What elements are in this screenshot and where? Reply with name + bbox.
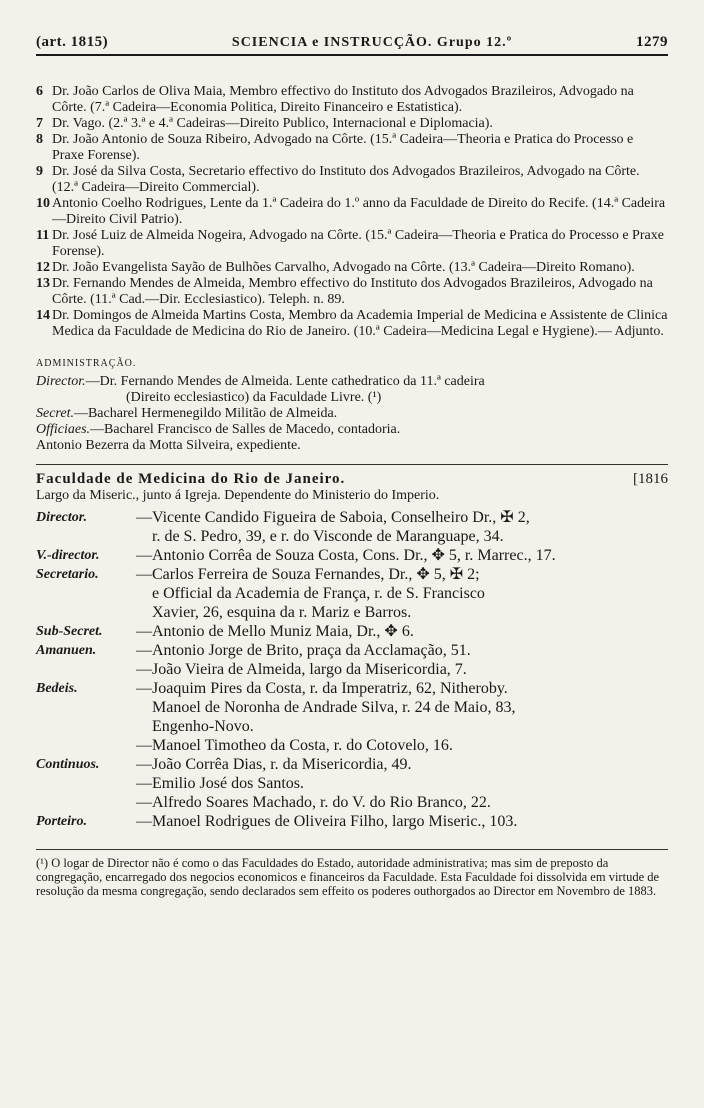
item-number: 9 xyxy=(36,164,43,179)
page-number: 1279 xyxy=(635,34,668,50)
section-title: ADMINISTRAÇÃO. xyxy=(36,358,137,369)
list-item xyxy=(36,260,668,276)
staff-role: Porteiro. xyxy=(36,814,87,829)
staff-line: e Official da Academia de França, r. de S. Francisco xyxy=(152,585,485,602)
item-text: Dr. João Evangelista Sayão de Bulhões Carvalho, Advogado na Côrte. (13.ª Cadeira—Direito Romano). xyxy=(52,260,635,275)
staff-entries xyxy=(136,755,668,812)
staff-line: —Vicente Candido Figueira de Saboia, Conselheiro Dr., ✠ 2, xyxy=(136,509,530,526)
faculty-address: Largo da Miseric., junto á Igreja. Dependente do Ministerio do Imperio. xyxy=(36,488,440,503)
list-item xyxy=(36,228,668,260)
list-item xyxy=(36,132,668,164)
header-title: SCIENCIA e INSTRUCÇÃO. Grupo 12.º xyxy=(231,35,513,50)
item-number: 7 xyxy=(36,116,43,131)
staff-line: —João Vieira de Almeida, largo da Misericordia, 7. xyxy=(136,661,467,678)
staff-line: —Antonio de Mello Muniz Maia, Dr., ✥ 6. xyxy=(136,623,414,640)
staff-line: —Antonio Jorge de Brito, praça da Acclamação, 51. xyxy=(136,642,471,659)
list-item xyxy=(36,196,668,228)
staff-entries xyxy=(136,546,668,565)
item-text: Dr. João Antonio de Souza Ribeiro, Advogado na Côrte. (15.ª Cadeira—Theoria e Pratica do Processo e Praxe Forense). xyxy=(52,132,634,163)
staff-entries xyxy=(136,641,668,679)
list-item xyxy=(36,164,668,196)
staff-line: —Manoel Timotheo da Costa, r. do Cotovelo, 16. xyxy=(136,737,453,754)
staff-row xyxy=(36,812,668,831)
staff-line: —Carlos Ferreira de Souza Fernandes, Dr., ✥ 5, ✠ 2; xyxy=(136,566,480,583)
divider xyxy=(36,464,668,465)
staff-line: Xavier, 26, esquina da r. Mariz e Barros. xyxy=(152,604,412,621)
staff-row xyxy=(36,679,668,755)
item-number: 8 xyxy=(36,132,43,147)
item-text: Dr. José Luiz de Almeida Nogeira, Advogado na Côrte. (15.ª Cadeira—Theoria e Pratica do Processo e Praxe Forense). xyxy=(52,228,664,259)
faculty-list xyxy=(36,84,668,340)
item-number: 14 xyxy=(36,308,50,323)
item-text: Dr. Fernando Mendes de Almeida, Membro effectivo do Instituto dos Advogados Brazileiros, Advogado na Côrte. (11.ª Cad.—Dir. Ecclesiastico). Teleph. n. 89. xyxy=(52,276,653,307)
staff-role: V.-director. xyxy=(36,548,100,563)
staff-line: —Alfredo Soares Machado, r. do V. do Rio Branco, 22. xyxy=(136,794,491,811)
faculty-title: Faculdade de Medicina do Rio de Janeiro. xyxy=(36,471,346,487)
admin-role: Officiaes. xyxy=(36,422,91,437)
admin-role: Secret. xyxy=(36,406,74,421)
item-number: 12 xyxy=(36,260,50,275)
staff-role: Bedeis. xyxy=(36,681,78,696)
staff-line: —Joaquim Pires da Costa, r. da Imperatriz, 62, Nitheroby. xyxy=(136,680,508,697)
staff-line: r. de S. Pedro, 39, e r. do Visconde de Maranguape, 34. xyxy=(152,528,504,545)
item-text: Dr. José da Silva Costa, Secretario effectivo do Instituto dos Advogados Brazileiros, Advogado na Côrte. (12.ª Cadeira—Direito Commercial). xyxy=(52,164,640,195)
staff-role: Continuos. xyxy=(36,757,100,772)
staff-role: Director. xyxy=(36,510,87,525)
item-text: Dr. Domingos de Almeida Martins Costa, Membro da Academia Imperial de Medicina e Assistente de Clinica Medica da Faculdade de Medicina do Rio de Janeiro. (10.ª Cadeira—Medicina Legal e Hygiene).— Adjunto. xyxy=(52,308,668,339)
staff-row xyxy=(36,622,668,641)
admin-text: —Dr. Fernando Mendes de Almeida. Lente cathedratico da 11.ª cadeira xyxy=(85,374,485,389)
item-text: Antonio Coelho Rodrigues, Lente da 1.ª Cadeira do 1.º anno da Faculdade de Direito do Recife. (14.ª Cadeira—Direito Civil Patrio). xyxy=(52,196,666,227)
administration-section xyxy=(36,356,668,454)
item-text: Dr. Vago. (2.ª 3.ª e 4.ª Cadeiras—Direito Publico, Internacional e Diplomacia). xyxy=(52,116,493,131)
list-item xyxy=(36,276,668,308)
staff-line: —Antonio Corrêa de Souza Costa, Cons. Dr., ✥ 5, r. Marrec., 17. xyxy=(136,547,556,564)
staff-line: —Emilio José dos Santos. xyxy=(136,775,305,792)
staff-entries xyxy=(136,812,668,831)
staff-line: Engenho-Novo. xyxy=(152,718,254,735)
list-item xyxy=(36,84,668,116)
footnote: (¹) O logar de Director não é como o das Faculdades do Estado, autoridade administrativa; mas sim de preposto da congregação, encarregado dos negocios economicos e financeiros da Faculdade. Esta Faculdade foi dissolvida em virtude de resolução da mesma congregação, sendo declarados sem effeito os poderes outhorgados ao Director em Novembro de 1883. xyxy=(36,849,668,898)
staff-row xyxy=(36,565,668,622)
item-text: Dr. João Carlos de Oliva Maia, Membro effectivo do Instituto dos Advogados Brazileiros, Advogado na Côrte. (7.ª Cadeira—Economia Politica, Direito Financeiro e Estatistica). xyxy=(52,84,634,115)
staff-role: Sub-Secret. xyxy=(36,624,103,639)
admin-row xyxy=(36,406,668,422)
staff-row xyxy=(36,755,668,812)
admin-role: Director. xyxy=(36,374,86,389)
admin-row xyxy=(36,390,668,406)
staff-role: Amanuen. xyxy=(36,643,97,658)
staff-list xyxy=(36,508,668,831)
document-page xyxy=(36,34,668,898)
staff-row xyxy=(36,508,668,546)
header-article: (art. 1815) xyxy=(36,34,109,50)
admin-text: —Bacharel Francisco de Salles de Macedo, contadoria. xyxy=(90,422,401,437)
admin-text: (Direito ecclesiastico) da Faculdade Livre. (¹) xyxy=(126,390,382,405)
staff-entries xyxy=(136,622,668,641)
faculty-heading xyxy=(36,471,668,488)
staff-entries xyxy=(136,565,668,622)
admin-row xyxy=(36,374,668,390)
page-header xyxy=(36,34,668,56)
list-item xyxy=(36,116,668,132)
admin-row xyxy=(36,438,668,454)
item-number: 11 xyxy=(36,228,50,243)
admin-row xyxy=(36,422,668,438)
list-item xyxy=(36,308,668,340)
staff-row xyxy=(36,641,668,679)
admin-text: Antonio Bezerra da Motta Silveira, expediente. xyxy=(36,438,301,453)
staff-row xyxy=(36,546,668,565)
staff-entries xyxy=(136,508,668,546)
staff-entries xyxy=(136,679,668,755)
item-number: 13 xyxy=(36,276,50,291)
faculty-year: [1816 xyxy=(633,471,668,487)
staff-line: —João Corrêa Dias, r. da Misericordia, 49. xyxy=(136,756,412,773)
admin-text: —Bacharel Hermenegildo Militão de Almeida. xyxy=(73,406,338,421)
staff-role: Secretario. xyxy=(36,567,99,582)
item-number: 10 xyxy=(36,196,50,211)
staff-line: Manoel de Noronha de Andrade Silva, r. 24 de Maio, 83, xyxy=(152,699,516,716)
staff-line: —Manoel Rodrigues de Oliveira Filho, largo Miseric., 103. xyxy=(136,813,518,830)
item-number: 6 xyxy=(36,84,43,99)
